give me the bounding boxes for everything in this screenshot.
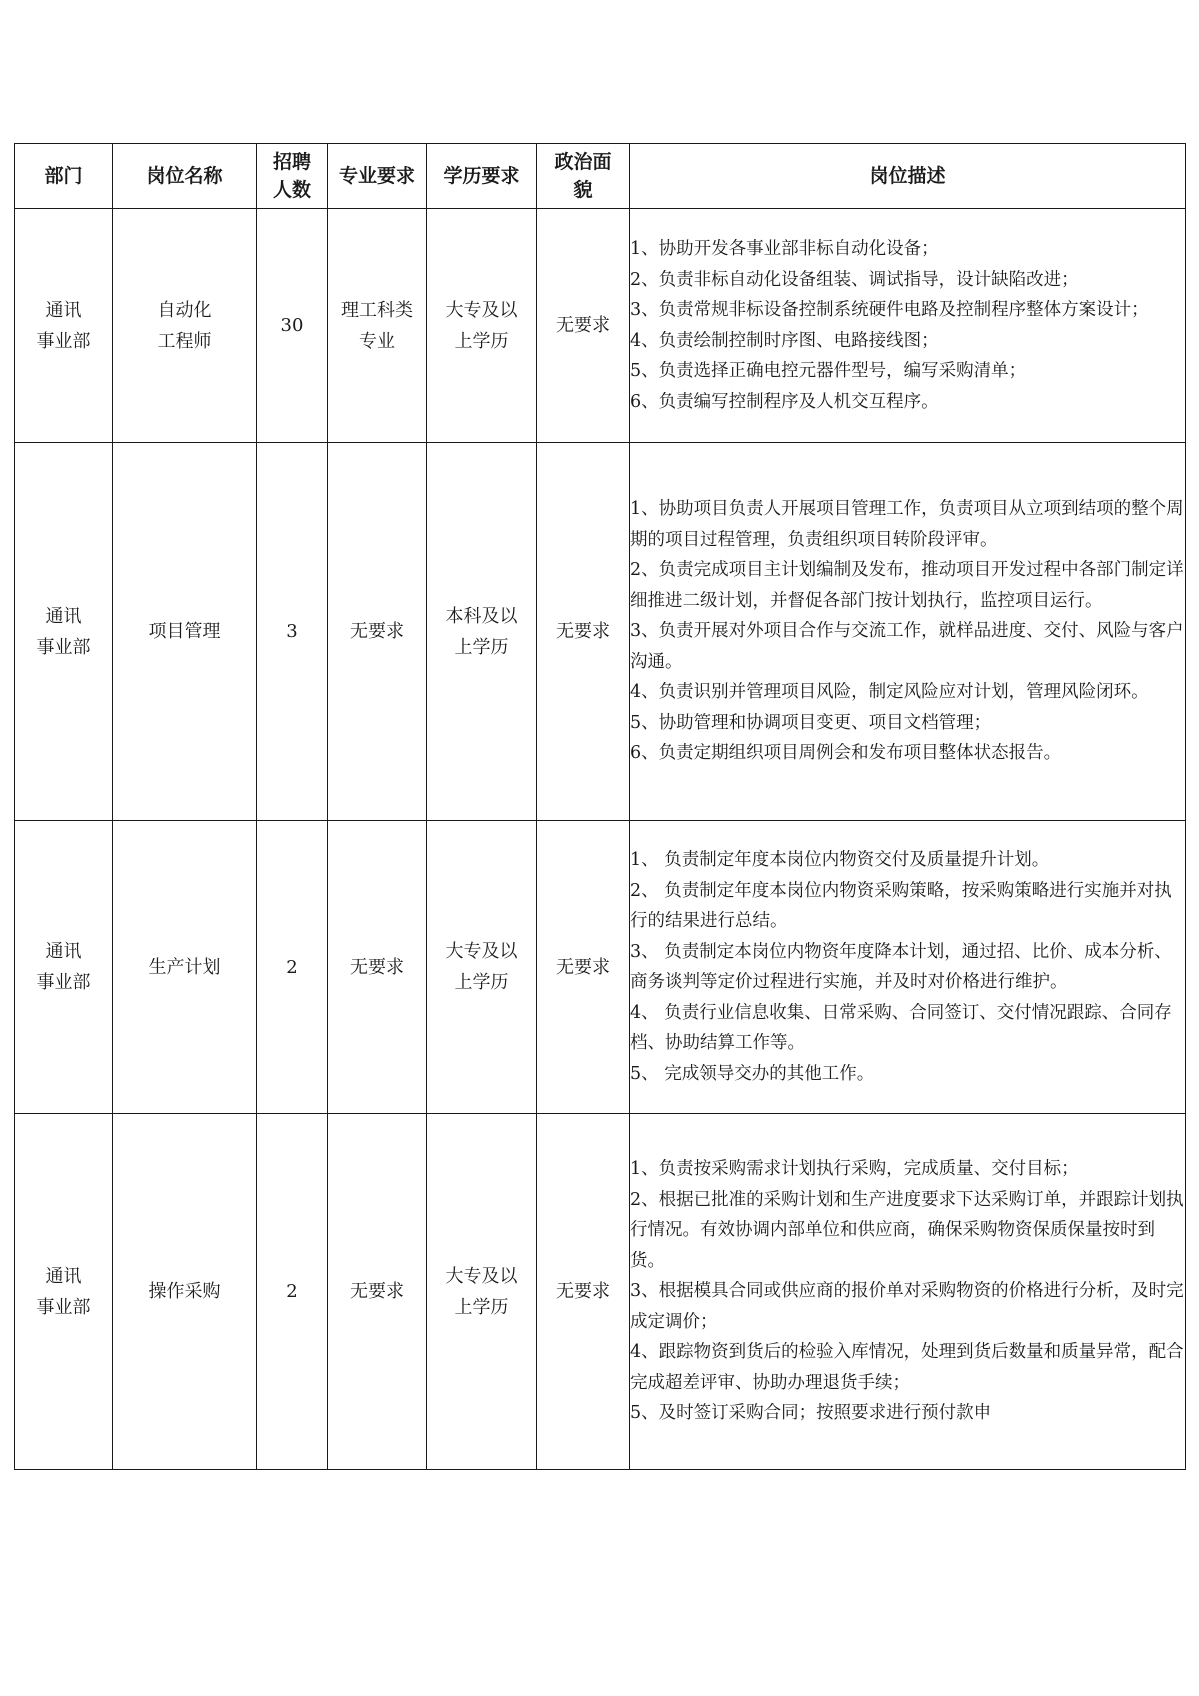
cell-position: 项目管理 <box>113 443 257 821</box>
header-political: 政治面 貌 <box>537 144 630 209</box>
cell-headcount: 2 <box>257 1114 328 1470</box>
cell-political: 无要求 <box>537 209 630 443</box>
cell-position: 生产计划 <box>113 821 257 1114</box>
cell-education: 本科及以 上学历 <box>427 443 537 821</box>
description-line: 1、协助开发各事业部非标自动化设备； <box>630 239 939 259</box>
description-line: 2、负责完成项目主计划编制及发布，推动项目开发过程中各部门制定详细推进二级计划，并督促各部门按计划执行，监控项目运行。 <box>630 560 1184 611</box>
description-line: 2、负责非标自动化设备组装、调试指导，设计缺陷改进； <box>630 269 1079 290</box>
description-line: 1、负责按采购需求计划执行采购，完成质量、交付目标； <box>630 1159 1079 1180</box>
header-description: 岗位描述 <box>630 144 1186 209</box>
cell-headcount: 2 <box>257 821 328 1114</box>
cell-position: 自动化 工程师 <box>113 209 257 443</box>
description-line: 2、根据已批准的采购计划和生产进度要求下达采购订单，并跟踪计划执行情况。有效协调内部单位和供应商，确保采购物资保质保量按时到货。 <box>630 1189 1184 1271</box>
description-line: 6、负责定期组织项目周例会和发布项目整体状态报告。 <box>630 743 1062 764</box>
cell-education: 大专及以 上学历 <box>427 209 537 443</box>
recruitment-table <box>14 143 1186 1470</box>
description-line: 3、负责常规非标设备控制系统硬件电路及控制程序整体方案设计； <box>630 300 1149 320</box>
cell-description <box>630 443 1186 821</box>
cell-description <box>630 209 1186 443</box>
description-line: 1、协助项目负责人开展项目管理工作，负责项目从立项到结项的整个周期的项目过程管理，负责组织项目转阶段评审。 <box>630 499 1184 550</box>
description-line: 4、跟踪物资到货后的检验入库情况，处理到货后数量和质量异常，配合完成超差评审、协助办理退货手续； <box>630 1342 1184 1393</box>
description-line: 5、负责选择正确电控元器件型号，编写采购清单； <box>630 361 1027 381</box>
cell-description <box>630 1114 1186 1470</box>
cell-major: 理工科类 专业 <box>328 209 427 443</box>
table-row <box>15 209 1186 443</box>
cell-political: 无要求 <box>537 443 630 821</box>
description-line: 5、 完成领导交办的其他工作。 <box>630 1063 875 1084</box>
cell-major: 无要求 <box>328 1114 427 1470</box>
cell-major: 无要求 <box>328 443 427 821</box>
description-line: 4、负责识别并管理项目风险，制定风险应对计划，管理风险闭环。 <box>630 682 1149 703</box>
table-row <box>15 1114 1186 1470</box>
table-row <box>15 443 1186 821</box>
description-line: 5、及时签订采购合同；按照要求进行预付款申 <box>630 1403 992 1424</box>
description-line: 6、负责编写控制程序及人机交互程序。 <box>630 391 939 412</box>
description-line: 2、 负责制定年度本岗位内物资采购策略，按采购策略进行实施并对执行的结果进行总结。 <box>630 880 1172 931</box>
header-major: 专业要求 <box>328 144 427 209</box>
description-line: 1、 负责制定年度本岗位内物资交付及质量提升计划。 <box>630 850 1050 870</box>
cell-political: 无要求 <box>537 1114 630 1470</box>
cell-political: 无要求 <box>537 821 630 1114</box>
cell-department: 通讯 事业部 <box>15 209 113 443</box>
cell-headcount: 3 <box>257 443 328 821</box>
description-line: 3、根据模具合同或供应商的报价单对采购物资的价格进行分析，及时完成定调价； <box>630 1281 1184 1332</box>
cell-department: 通讯 事业部 <box>15 821 113 1114</box>
cell-headcount: 30 <box>257 209 328 443</box>
cell-department: 通讯 事业部 <box>15 1114 113 1470</box>
table-row <box>15 821 1186 1114</box>
description-line: 4、负责绘制控制时序图、电路接线图； <box>630 330 939 351</box>
header-position: 岗位名称 <box>113 144 257 209</box>
header-education: 学历要求 <box>427 144 537 209</box>
table-header-row <box>15 144 1186 209</box>
cell-education: 大专及以 上学历 <box>427 1114 537 1470</box>
cell-education: 大专及以 上学历 <box>427 821 537 1114</box>
cell-department: 通讯 事业部 <box>15 443 113 821</box>
cell-description <box>630 821 1186 1114</box>
description-line: 3、负责开展对外项目合作与交流工作，就样品进度、交付、风险与客户沟通。 <box>630 621 1184 672</box>
description-line: 5、协助管理和协调项目变更、项目文档管理； <box>630 712 992 733</box>
header-headcount: 招聘 人数 <box>257 144 328 209</box>
description-line: 3、 负责制定本岗位内物资年度降本计划，通过招、比价、成本分析、商务谈判等定价过程进行实施，并及时对价格进行维护。 <box>630 941 1172 992</box>
cell-major: 无要求 <box>328 821 427 1114</box>
cell-position: 操作采购 <box>113 1114 257 1470</box>
description-line: 4、 负责行业信息收集、日常采购、合同签订、交付情况跟踪、合同存档、协助结算工作等。 <box>630 1002 1172 1053</box>
header-department: 部门 <box>15 144 113 209</box>
